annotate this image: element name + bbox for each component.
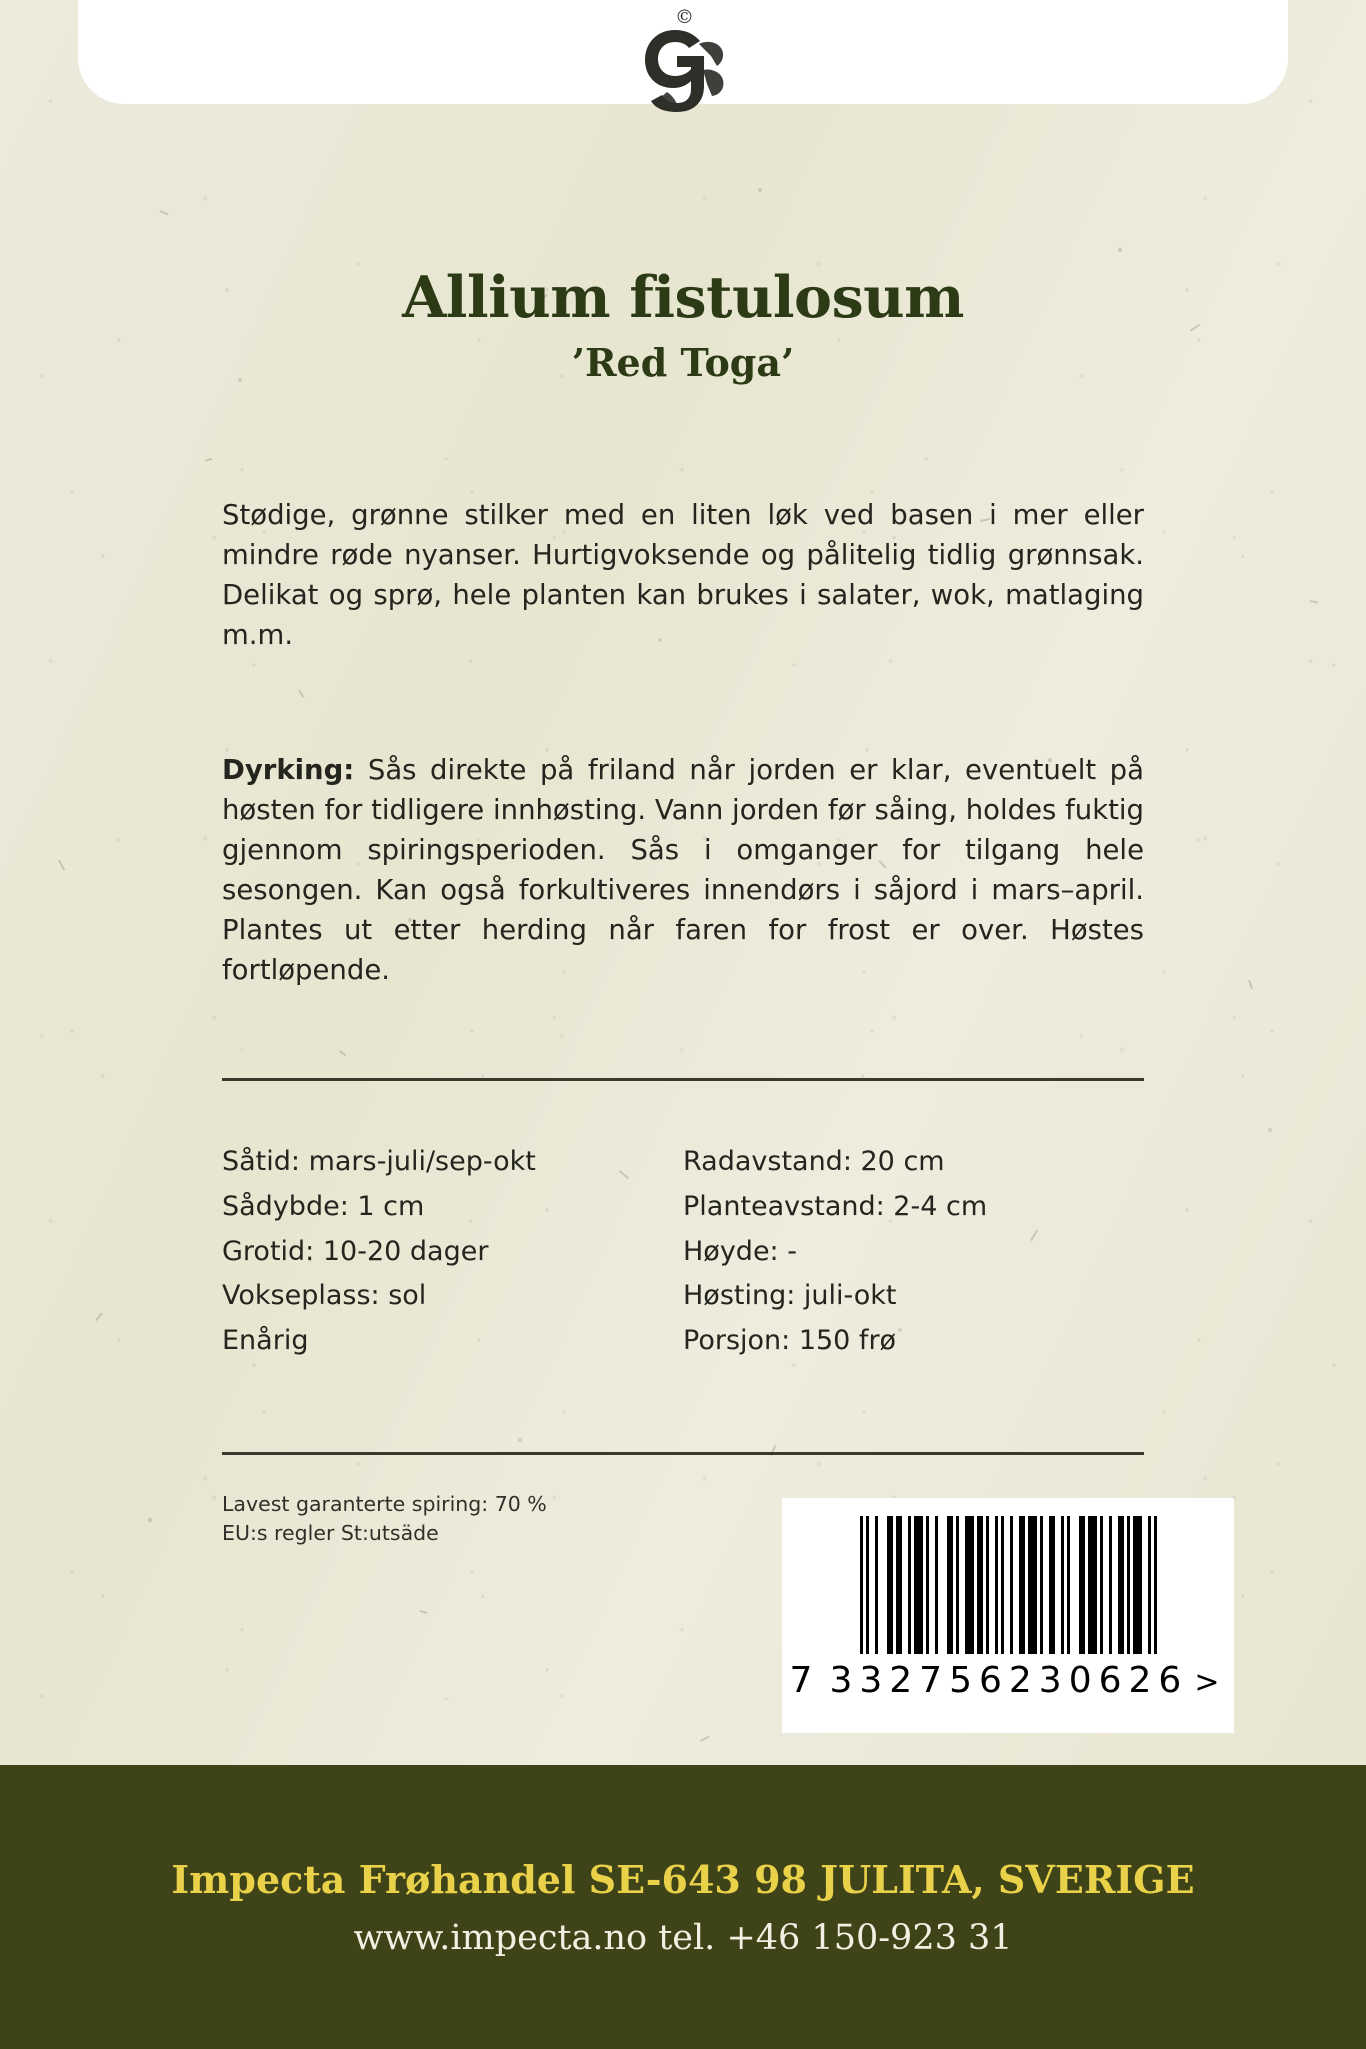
fact-height: Høyde: -	[683, 1235, 797, 1267]
impecta-g-logo-icon	[637, 26, 729, 112]
company-contact: www.impecta.no tel. +46 150-923 31	[353, 1917, 1013, 1958]
fact-harvest: Høsting: juli-okt	[683, 1280, 897, 1312]
barcode-trailing-mark: >	[1194, 1665, 1227, 1700]
company-address: Impecta Frøhandel SE-643 98 JULITA, SVERIGE	[171, 1856, 1195, 1902]
barcode-number	[790, 1660, 1227, 1701]
fact-growing-place: Vokseplass: sol	[222, 1280, 427, 1312]
fineprint-block	[222, 1490, 782, 1548]
divider-top	[222, 1078, 1144, 1081]
title-block	[222, 264, 1144, 385]
growing-paragraph	[222, 750, 1144, 990]
cultivation-facts	[222, 1140, 1144, 1364]
fact-germination-time: Grotid: 10-20 dager	[222, 1235, 489, 1267]
barcode-bars	[860, 1516, 1157, 1654]
fact-lifecycle: Enårig	[222, 1325, 309, 1357]
barcode-main-digits: 332756230626	[829, 1660, 1189, 1701]
barcode-lead-digit: 7	[789, 1660, 820, 1701]
fact-sowing-time: Såtid: mars-juli/sep-okt	[222, 1146, 536, 1177]
copyright-icon: ©	[675, 6, 694, 28]
barcode	[782, 1498, 1234, 1733]
description-block	[222, 495, 1144, 656]
fact-sowing-depth: Sådybde: 1 cm	[222, 1190, 425, 1222]
eu-regulation-note: EU:s regler St:utsäde	[222, 1521, 439, 1546]
growing-instructions-block	[222, 750, 1144, 990]
page-title: Allium fistulosum	[402, 264, 964, 331]
cultivar-name: ’Red Toga’	[571, 339, 795, 385]
divider-bottom	[222, 1452, 1144, 1455]
fact-row-spacing: Radavstand: 20 cm	[683, 1146, 945, 1177]
germination-guarantee: Lavest garanterte spiring: 70 %	[222, 1492, 547, 1516]
brand-logo	[0, 0, 1366, 118]
fact-plant-spacing: Planteavstand: 2-4 cm	[683, 1190, 988, 1222]
description-text: Stødige, grønne stilker med en liten løk ved basen i mer eller mindre røde nyanser. Hurtigvoksende og pålitelig tidlig grønnsak. Delikat og sprø, hele planten kan brukes i salater, wok, matlaging m.m.	[222, 499, 1144, 652]
fact-portion: Porsjon: 150 frø	[683, 1325, 897, 1357]
footer-bar	[0, 1765, 1366, 2049]
growing-label: Dyrking:	[222, 754, 355, 786]
facts-column-right	[683, 1140, 1144, 1364]
facts-column-left	[222, 1140, 683, 1364]
growing-text: Sås direkte på friland når jorden er klar, eventuelt på høsten for tidligere innhøsting. Vann jorden før såing, holdes fuktig gjennom spiringsperioden. Sås i omganger for tilgang hele sesongen. Kan også forkultiveres innendørs i såjord i mars–april. Plantes ut etter herding når faren for frost er over. Høstes fortløpende.	[222, 754, 1144, 986]
